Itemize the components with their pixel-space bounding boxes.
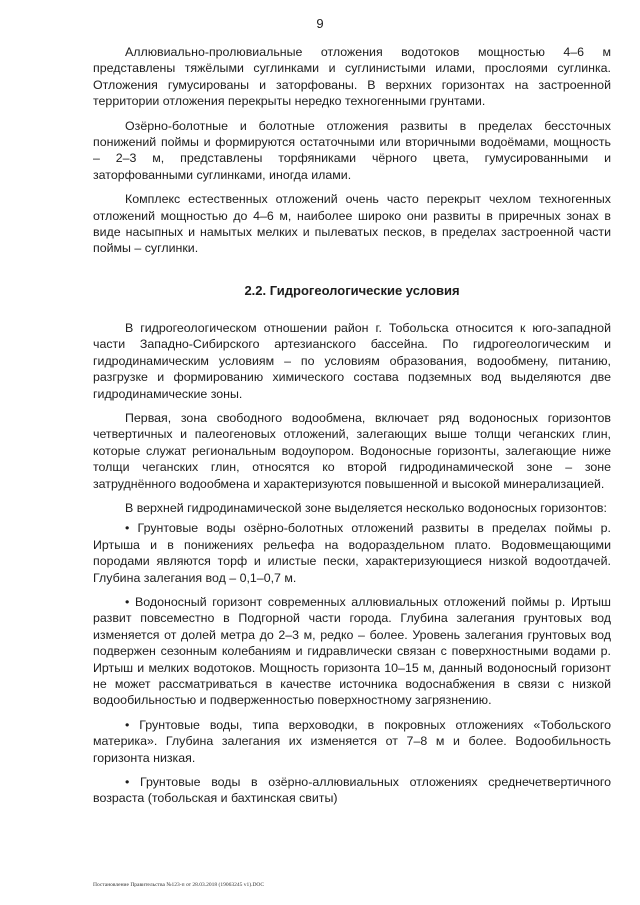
paragraph-upper-zone-intro: В верхней гидродинамической зоне выделяется несколько водоносных горизонтов:	[125, 500, 607, 515]
list-item: • Грунтовые воды в озёрно-аллювиальных отложениях среднечетвертичного возраста (тобольская и бахтинская свиты)	[93, 775, 611, 806]
paragraph-alluvial-deposits: Аллювиально-пролювиальные отложения водотоков мощностью 4–6 м представлены тяжёлыми суглинками и суглинистыми илами, прослоями суглинка. Отложения гумусированы и заторфованы. В верхних горизонтах на застроенной территории отложения перекрыты нередко техногенными грунтами.	[93, 45, 611, 109]
document-body	[93, 44, 611, 815]
paragraph-lake-swamp-deposits: Озёрно-болотные и болотные отложения развиты в пределах бессточных понижений поймы и формируются остаточными или вторичными водоёмами, мощность – 2–3 м, представлены торфяниками чёрного цвета, гумусированными и заторфованными суглинками, иногда илами.	[93, 118, 611, 182]
document-footer: Постановление Правительства №123-п от 28.03.2018 (19063245 v1).DOC	[93, 882, 265, 888]
list-item: • Грунтовые воды, типа верховодки, в покровных отложениях «Тобольского материка». Глубина залегания их изменяется от 7–8 м и более. Водообильность горизонта низкая.	[93, 717, 611, 765]
list-item: • Грунтовые воды озёрно-болотных отложений развиты в пределах поймы р. Иртыша и в понижениях рельефа на водораздельном плато. Водовмещающими породами являются торф и илистые пески, характеризующиеся низкой водоотдачей. Глубина залегания вод – 0,1–0,7 м.	[93, 521, 611, 585]
paragraph-hydrogeology-region: В гидрогеологическом отношении район г. Тобольска относится к юго-западной части Западно-Сибирского артезианского бассейна. По гидрогеологическим и гидродинамическим условиям – по условиям образования, водообмену, питанию, разгрузке и формированию химического состава подземных вод выделяются две гидродинамические зоны.	[93, 320, 611, 401]
list-item: • Водоносный горизонт современных аллювиальных отложений поймы р. Иртыш развит повсеместно в Подгорной части города. Глубина залегания грунтовых вод изменяется от долей метра до 2–3 м, редко – более. Уровень залегания грунтовых вод подвержен сезонным колебаниям и гидравлически связан с поверхностными водами р. Иртыш и мелких водотоков. Мощность горизонта 10–15 м, данный водоносный горизонт не может рассматриваться в качестве источника водоснабжения в связи с низкой водообильностью и подверженностью поверхностному загрязнению.	[93, 594, 611, 708]
section-heading: 2.2. Гидрогеологические условия	[244, 282, 460, 298]
paragraph-technogenic-cover: Комплекс естественных отложений очень часто перекрыт чехлом техногенных отложений мощностью до 4–6 м, наиболее широко они развиты в приречных зонах в виде насыпных и намытых мелких и пылеватых песков, в пределах застроенной части поймы – суглинки.	[93, 192, 611, 256]
paragraph-free-exchange-zone: Первая, зона свободного водообмена, включает ряд водоносных горизонтов четвертичных и палеогеновых отложений, залегающих выше толщи чеганских глин, которые служат региональным водоупором. Водоносные горизонты, залегающие ниже толщи чеганских глин, относятся ко второй гидродинамической зоне – зоне затруднённого водообмена и характеризуются повышенной и высокой минерализацией.	[93, 410, 611, 491]
page-number: 9	[316, 16, 324, 31]
